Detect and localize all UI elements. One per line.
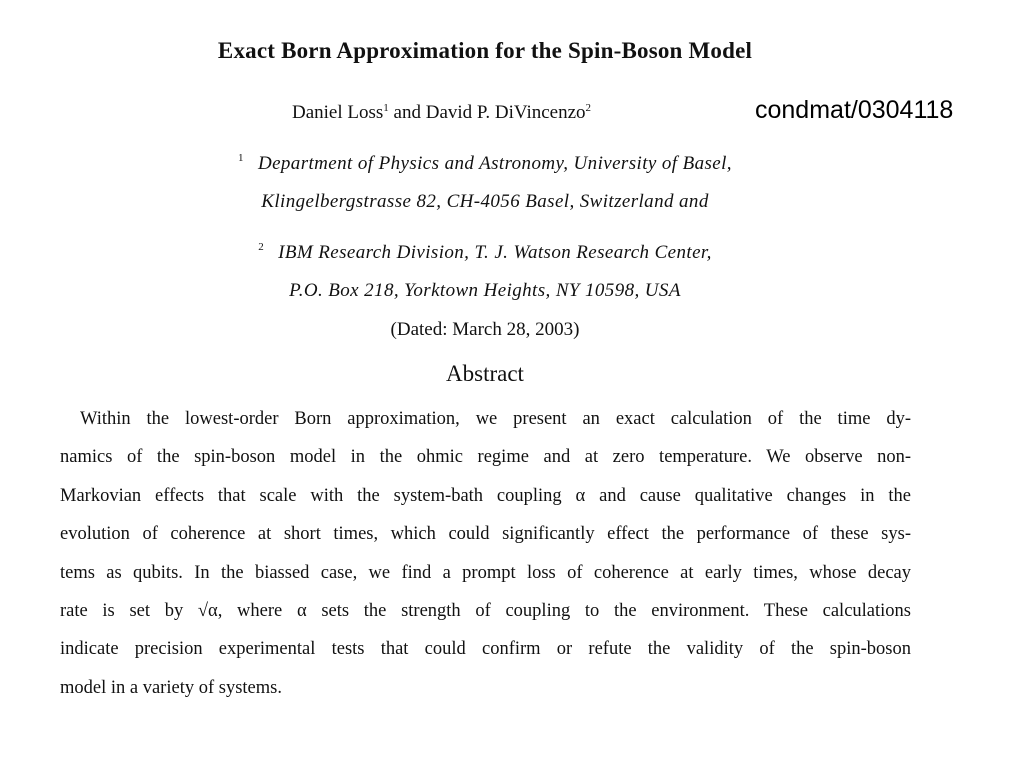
affiliation-1-line-2: Klingelbergstrasse 82, CH-4056 Basel, Switzerland and (261, 191, 709, 212)
abstract-line: tems as qubits. In the biassed case, we find a prompt loss of coherence at early times, whose decay (60, 562, 911, 583)
affiliation-2-line-2: P.O. Box 218, Yorktown Heights, NY 10598, USA (289, 280, 681, 301)
abstract-line: Markovian effects that scale with the system-bath coupling α and cause qualitative changes in the (60, 485, 911, 506)
arxiv-id: condmat/0304118 (755, 96, 954, 124)
abstract-line: indicate precision experimental tests that could confirm or refute the validity of the spin-boson (60, 639, 911, 660)
author-name: Daniel Loss (292, 102, 384, 123)
abstract-line: evolution of coherence at short times, which could significantly effect the performance of these sys- (60, 524, 911, 545)
abstract-heading: Abstract (446, 361, 524, 386)
author-conj: and (388, 102, 426, 123)
abstract-line: rate is set by √α, where α sets the strength of coupling to the environment. These calculations (60, 600, 911, 621)
abstract-line: Within the lowest-order Born approximation, we present an exact calculation of the time dy- (80, 409, 911, 429)
affiliation-mark: 2 (258, 241, 265, 253)
affiliation-text: IBM Research Division, T. J. Watson Research Center, (278, 242, 712, 263)
author-mark: 1 (383, 102, 389, 114)
paper-title: Exact Born Approximation for the Spin-Boson Model (217, 38, 753, 63)
abstract-body (60, 400, 911, 707)
author-mark: 2 (585, 102, 592, 114)
abstract-line: namics of the spin-boson model in the ohmic regime and at zero temperature. We observe non- (60, 447, 911, 468)
affiliation-2-line-1 (0, 241, 970, 264)
affiliation-1-line-1 (0, 152, 970, 175)
affiliation-text: Department of Physics and Astronomy, University of Basel, (257, 153, 732, 174)
abstract-line: model in a variety of systems. (60, 677, 282, 698)
affiliation-mark: 1 (238, 152, 244, 164)
author-line (292, 102, 591, 124)
author-name: David P. DiVincenzo (425, 102, 586, 123)
dated: (Dated: March 28, 2003) (390, 319, 580, 340)
